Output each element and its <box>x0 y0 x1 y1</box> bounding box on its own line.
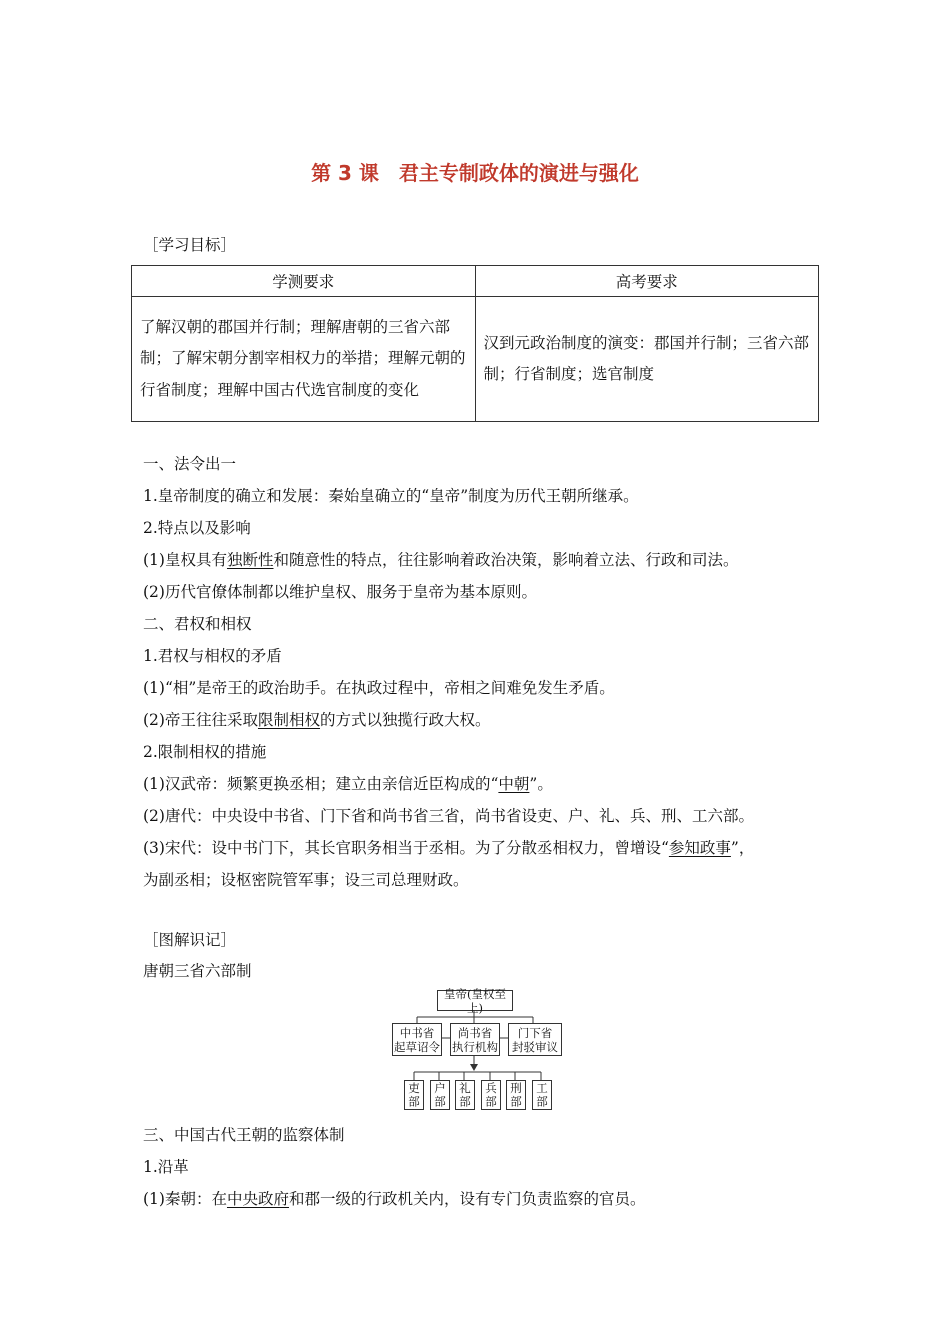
paragraph: (2)历代官僚体制都以维护皇权、服务于皇帝为基本原则。 <box>143 583 537 601</box>
diagram-label: ［图解识记］ <box>143 931 237 949</box>
paragraph: (3)宋代：设中书门下，其长官职务相当于丞相。为了分散丞相权力，曾增设“参知政事”， <box>143 839 755 857</box>
emperor-box: 皇帝(皇权至上) <box>437 990 513 1011</box>
ministry-box: 兵部 <box>481 1080 501 1110</box>
paragraph: 2.限制相权的措施 <box>143 743 267 761</box>
key-term: 中央政府 <box>226 1190 289 1208</box>
goals-label: ［学习目标］ <box>143 236 237 254</box>
section-heading-1: 一、法令出一 <box>143 455 237 473</box>
goals-header-exam: 高考要求 <box>475 266 819 297</box>
key-term: 中朝 <box>498 775 530 793</box>
zhongshu-box: 中书省 起草诏令 <box>392 1023 442 1056</box>
ministry-box: 工部 <box>532 1080 552 1110</box>
key-term: 独断性 <box>226 551 274 569</box>
goals-header-test: 学测要求 <box>132 266 476 297</box>
goals-table <box>131 265 819 422</box>
paragraph: (1)汉武帝：频繁更换丞相；建立由亲信近臣构成的“中朝”。 <box>143 775 553 793</box>
page-title: 第 3 课 君主专制政体的演进与强化 <box>311 161 639 185</box>
goals-cell-test: 了解汉朝的郡国并行制；理解唐朝的三省六部制；了解宋朝分割宰相权力的举措；理解元朝的行省制度；理解中国古代选官制度的变化 <box>132 297 476 422</box>
ministry-box: 刑部 <box>506 1080 526 1110</box>
shangshu-box: 尚书省 执行机构 <box>450 1023 500 1056</box>
paragraph: 1.皇帝制度的确立和发展：秦始皇确立的“皇帝”制度为历代王朝所继承。 <box>143 487 639 505</box>
ministry-box: 户部 <box>430 1080 450 1110</box>
key-term: 限制相权 <box>257 711 320 729</box>
paragraph: 为副丞相；设枢密院管军事；设三司总理财政。 <box>143 871 469 889</box>
section-heading-2: 二、君权和相权 <box>143 615 252 633</box>
paragraph: 1.沿革 <box>143 1158 189 1176</box>
paragraph: (1)皇权具有独断性和随意性的特点，往往影响着政治决策，影响着立法、行政和司法。 <box>143 551 739 569</box>
diagram-title: 唐朝三省六部制 <box>143 962 252 980</box>
paragraph: 2.特点以及影响 <box>143 519 251 537</box>
paragraph: (1)秦朝：在中央政府和郡一级的行政机关内，设有专门负责监察的官员。 <box>143 1190 646 1208</box>
paragraph: (2)唐代：中央设中书省、门下省和尚书省三省，尚书省设吏、户、礼、兵、刑、工六部。 <box>143 807 754 825</box>
goals-cell-exam: 汉到元政治制度的演变：郡国并行制；三省六部制；行省制度；选官制度 <box>475 297 819 422</box>
paragraph: (2)帝王往往采取限制相权的方式以独揽行政大权。 <box>143 711 491 729</box>
ministry-box: 吏部 <box>404 1080 424 1110</box>
section-heading-3: 三、中国古代王朝的监察体制 <box>143 1126 345 1144</box>
key-term: 参知政事 <box>668 839 731 857</box>
paragraph: 1.君权与相权的矛盾 <box>143 647 282 665</box>
paragraph: (1)“相”是帝王的政治助手。在执政过程中，帝相之间难免发生矛盾。 <box>143 679 615 697</box>
ministry-box: 礼部 <box>455 1080 475 1110</box>
menxia-box: 门下省 封驳审议 <box>508 1023 562 1056</box>
